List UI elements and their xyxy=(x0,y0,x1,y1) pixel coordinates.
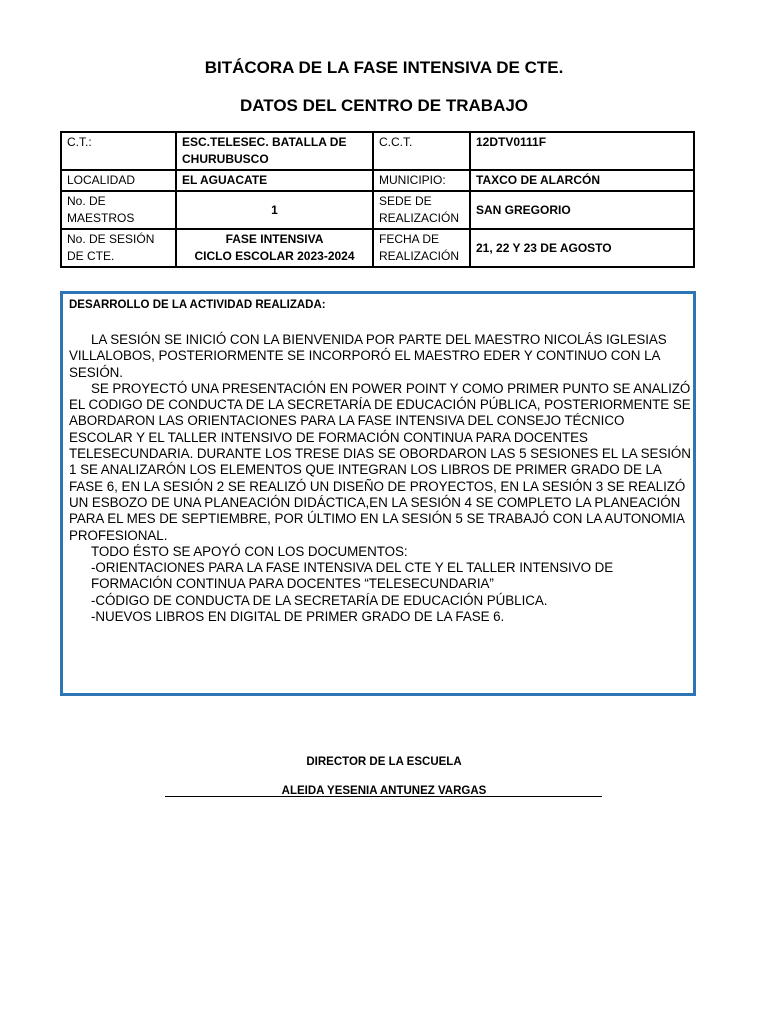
label-cell: No. DE SESIÓN DE CTE. xyxy=(61,229,176,267)
activity-heading: DESARROLLO DE LA ACTIVIDAD REALIZADA: xyxy=(69,299,326,311)
value-cell xyxy=(176,229,373,267)
document-title: BITÁCORA DE LA FASE INTENSIVA DE CTE. xyxy=(204,58,564,77)
document-list-item: -CÓDIGO DE CONDUCTA DE LA SECRETARÍA DE EDUCACIÓN PÚBLICA. xyxy=(91,592,548,608)
document-list-item: -NUEVOS LIBROS EN DIGITAL DE PRIMER GRADO DE LA FASE 6. xyxy=(91,609,505,625)
value-cell: 1 xyxy=(176,191,373,229)
activity-paragraph: SE PROYECTÓ UNA PRESENTACIÓN EN POWER POINT Y COMO PRIMER PUNTO SE ANALIZÓ EL CODIGO DE CONDUCTA DE LA SECRETARÍA DE EDUCACIÓN PÚBLICA, POSTERIORMENTE SE ABORDARON LAS ORIENTACIONES PARA LA FASE INTENSIVA DEL CONSEJO TÉCNICO ESCOLAR Y EL TALLER INTENSIVO DE FORMACIÓN CONTINUA PARA DOCENTES TELESECUNDARIA. DURANTE LOS TRESE DIAS SE OBORDARON LAS 5 SESIONES EL LA SESIÓN 1 SE ANALIZARÓN LOS ELEMENTOS QUE INTEGRAN LOS LIBROS DE PRIMER GRADO DE LA FASE 6, EN LA SESIÓN 2 SE REALIZÓ UN DISEÑO DE PROYECTOS, EN LA SESIÓN 3 SE REALIZÓ UN ESBOZO DE UNA PLANEACIÓN DIDÁCTICA,EN LA SESIÓN 4 SE COMPLETO LA PLANEACIÓN PARA EL MES DE SEPTIEMBRE, POR ÚLTIMO EN LA SESIÓN 5 SE TRABAJÓ CON LA AUTONOMIA PROFESIONAL. xyxy=(69,380,691,543)
signature-line xyxy=(165,796,602,797)
document-list-item: -ORIENTACIONES PARA LA FASE INTENSIVA DEL CTE Y EL TALLER INTENSIVO DE FORMACIÓN CONTINUA PARA DOCENTES “TELESECUNDARIA” xyxy=(91,560,614,592)
table-row xyxy=(61,191,694,229)
activity-box xyxy=(60,291,696,696)
table-row xyxy=(61,229,694,267)
signature-role: DIRECTOR DE LA ESCUELA xyxy=(306,756,462,768)
label-cell: MUNICIPIO: xyxy=(373,170,470,191)
label-cell: C.T.: xyxy=(61,132,176,170)
value-cell: SAN GREGORIO xyxy=(470,191,694,229)
section-title: DATOS DEL CENTRO DE TRABAJO xyxy=(239,96,529,115)
activity-paragraph: TODO ÉSTO SE APOYÓ CON LOS DOCUMENTOS: xyxy=(91,543,408,559)
workplace-data-table xyxy=(60,131,695,268)
school-cycle: CICLO ESCOLAR 2023-2024 xyxy=(194,249,355,263)
label-cell: C.C.T. xyxy=(373,132,470,170)
value-cell: EL AGUACATE xyxy=(176,170,373,191)
session-phase: FASE INTENSIVA xyxy=(225,232,324,246)
signature-name: ALEIDA YESENIA ANTUNEZ VARGAS xyxy=(281,785,487,797)
table-row xyxy=(61,170,694,191)
label-cell: No. DE MAESTROS xyxy=(61,191,176,229)
activity-body xyxy=(69,332,691,625)
label-cell: LOCALIDAD xyxy=(61,170,176,191)
value-cell: TAXCO DE ALARCÓN xyxy=(470,170,694,191)
value-cell: 12DTV0111F xyxy=(470,132,694,170)
value-cell: 21, 22 Y 23 DE AGOSTO xyxy=(470,229,694,267)
value-cell: ESC.TELESEC. BATALLA DE CHURUBUSCO xyxy=(176,132,373,170)
activity-paragraph: LA SESIÓN SE INICIÓ CON LA BIENVENIDA POR PARTE DEL MAESTRO NICOLÁS IGLESIAS VILLALOBOS, POSTERIORMENTE SE INCORPORÓ EL MAESTRO EDER Y CONTINUO CON LA SESIÓN. xyxy=(69,332,667,380)
label-cell: SEDE DE REALIZACIÓN xyxy=(373,191,470,229)
label-cell: FECHA DE REALIZACIÓN xyxy=(373,229,470,267)
table-row xyxy=(61,132,694,170)
